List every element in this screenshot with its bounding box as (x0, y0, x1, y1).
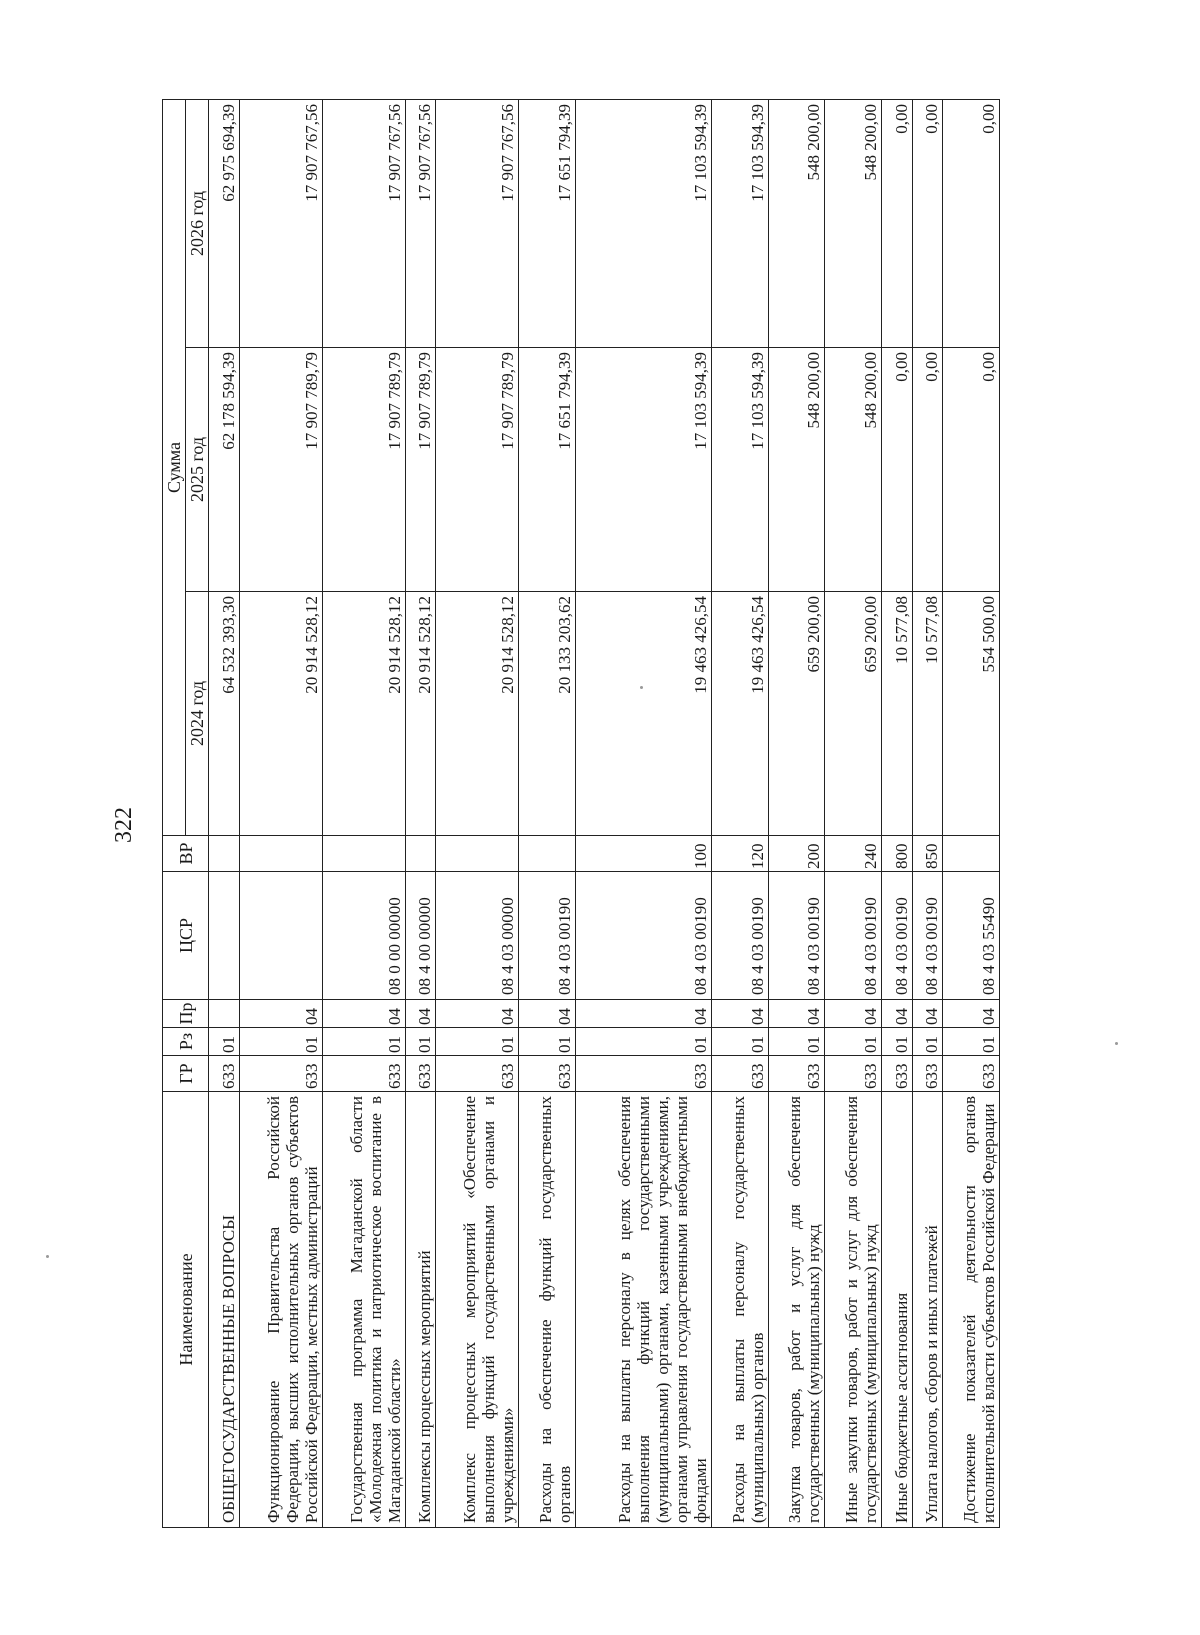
row-pr: 04 (943, 1000, 1000, 1028)
row-gr: 633 (576, 1056, 712, 1092)
row-name: Достижение показателей деятельности органов исполнительной власти субъектов Российской Федерации (943, 1092, 1000, 1528)
row-sum-2026: 17 907 767,56 (239, 99, 322, 347)
row-csr: 08 4 03 00190 (882, 872, 912, 1000)
page-number: 322 (111, 807, 137, 843)
header-name: Наименование (163, 1092, 209, 1528)
row-rz: 01 (768, 1028, 825, 1056)
row-rz: 01 (882, 1028, 912, 1056)
header-sum: Сумма (163, 99, 186, 835)
row-csr (239, 872, 322, 1000)
row-csr: 08 4 03 55490 (943, 872, 1000, 1000)
row-vr: 850 (912, 836, 942, 872)
row-gr: 633 (943, 1056, 1000, 1092)
row-sum-2025: 17 103 594,39 (711, 348, 768, 592)
row-vr (322, 836, 405, 872)
table-row (519, 99, 576, 1527)
row-sum-2025: 17 651 794,39 (519, 348, 576, 592)
row-sum-2024: 64 532 393,30 (209, 592, 239, 836)
row-pr: 04 (882, 1000, 912, 1028)
row-rz: 01 (519, 1028, 576, 1056)
row-sum-2024: 20 914 528,12 (322, 592, 405, 836)
row-gr: 633 (239, 1056, 322, 1092)
row-pr: 04 (239, 1000, 322, 1028)
row-vr (209, 836, 239, 872)
row-csr: 08 4 03 00190 (576, 872, 712, 1000)
row-gr: 633 (519, 1056, 576, 1092)
row-rz: 01 (576, 1028, 712, 1056)
row-csr: 08 4 03 00190 (768, 872, 825, 1000)
row-rz: 01 (239, 1028, 322, 1056)
row-pr: 04 (912, 1000, 942, 1028)
row-pr: 04 (711, 1000, 768, 1028)
row-name: Иные закупки товаров, работ и услуг для обеспечения государственных (муниципальных) нужд (825, 1092, 882, 1528)
row-sum-2024: 10 577,08 (882, 592, 912, 836)
row-name: ОБЩЕГОСУДАРСТВЕННЫЕ ВОПРОСЫ (209, 1092, 239, 1528)
row-name: Комплексы процессных мероприятий (405, 1092, 435, 1528)
row-sum-2025: 17 907 789,79 (405, 348, 435, 592)
header-gr: ГР (163, 1056, 209, 1092)
table-row (405, 99, 435, 1527)
row-rz: 01 (825, 1028, 882, 1056)
row-csr: 08 4 03 00190 (519, 872, 576, 1000)
rotated-table-container (162, 100, 1000, 1528)
row-pr: 04 (825, 1000, 882, 1028)
row-vr (239, 836, 322, 872)
budget-table (162, 99, 1000, 1528)
row-sum-2026: 17 907 767,56 (322, 99, 405, 347)
table-row (239, 99, 322, 1527)
scan-speck (46, 1255, 49, 1258)
row-sum-2024: 20 914 528,12 (436, 592, 519, 836)
row-name: Функционирование Правительства Российской Федерации, высших исполнительных органов субъектов Российской Федерации, местных администраций (239, 1092, 322, 1528)
header-vr: ВР (163, 836, 209, 872)
table-row (322, 99, 405, 1527)
row-name: Расходы на выплаты персоналу государственных (муниципальных) органов (711, 1092, 768, 1528)
row-rz: 01 (322, 1028, 405, 1056)
row-sum-2026: 0,00 (912, 99, 942, 347)
row-gr: 633 (711, 1056, 768, 1092)
row-gr: 633 (912, 1056, 942, 1092)
row-gr: 633 (825, 1056, 882, 1092)
row-vr: 240 (825, 836, 882, 872)
row-sum-2024: 19 463 426,54 (711, 592, 768, 836)
header-year-2026: 2026 год (186, 99, 209, 347)
row-rz: 01 (209, 1028, 239, 1056)
table-row (711, 99, 768, 1527)
table-row (209, 99, 239, 1527)
header-year-2025: 2025 год (186, 348, 209, 592)
row-csr: 08 4 03 00190 (711, 872, 768, 1000)
row-sum-2025: 17 907 789,79 (239, 348, 322, 592)
row-vr (519, 836, 576, 872)
scan-speck (1115, 1042, 1118, 1045)
row-gr: 633 (768, 1056, 825, 1092)
row-sum-2026: 0,00 (882, 99, 912, 347)
row-pr (209, 1000, 239, 1028)
document-table-frame (162, 100, 1000, 1528)
row-pr: 04 (436, 1000, 519, 1028)
row-sum-2026: 17 651 794,39 (519, 99, 576, 347)
row-sum-2026: 548 200,00 (768, 99, 825, 347)
row-sum-2026: 17 103 594,39 (576, 99, 712, 347)
table-row (882, 99, 912, 1527)
row-csr: 08 4 00 00000 (405, 872, 435, 1000)
row-csr: 08 4 03 00190 (912, 872, 942, 1000)
row-sum-2024: 659 200,00 (825, 592, 882, 836)
row-sum-2024: 19 463 426,54 (576, 592, 712, 836)
row-sum-2024: 10 577,08 (912, 592, 942, 836)
table-row (768, 99, 825, 1527)
table-row (825, 99, 882, 1527)
row-sum-2024: 20 133 203,62 (519, 592, 576, 836)
table-row (943, 99, 1000, 1527)
row-sum-2024: 20 914 528,12 (405, 592, 435, 836)
row-csr: 08 4 03 00190 (825, 872, 882, 1000)
row-sum-2026: 17 103 594,39 (711, 99, 768, 347)
row-sum-2024: 20 914 528,12 (239, 592, 322, 836)
row-gr: 633 (209, 1056, 239, 1092)
table-row (912, 99, 942, 1527)
row-sum-2026: 0,00 (943, 99, 1000, 347)
header-year-2024: 2024 год (186, 592, 209, 836)
row-pr: 04 (519, 1000, 576, 1028)
row-name: Закупка товаров, работ и услуг для обеспечения государственных (муниципальных) нужд (768, 1092, 825, 1528)
row-sum-2025: 548 200,00 (825, 348, 882, 592)
row-sum-2025: 548 200,00 (768, 348, 825, 592)
row-sum-2024: 659 200,00 (768, 592, 825, 836)
header-pr: Пр (163, 1000, 209, 1028)
row-rz: 01 (912, 1028, 942, 1056)
row-csr: 08 4 03 00000 (436, 872, 519, 1000)
row-gr: 633 (436, 1056, 519, 1092)
row-sum-2025: 62 178 594,39 (209, 348, 239, 592)
row-sum-2026: 17 907 767,56 (436, 99, 519, 347)
row-name: Расходы на обеспечение функций государственных органов (519, 1092, 576, 1528)
row-vr (943, 836, 1000, 872)
row-name: Уплата налогов, сборов и иных платежей (912, 1092, 942, 1528)
row-name: Государственная программа Магаданской области «Молодежная политика и патриотическое воспитание в Магаданской области» (322, 1092, 405, 1528)
row-rz: 01 (943, 1028, 1000, 1056)
row-name: Комплекс процессных мероприятий «Обеспечение выполнения функций государственными органами и учреждениями» (436, 1092, 519, 1528)
row-sum-2026: 62 975 694,39 (209, 99, 239, 347)
row-pr: 04 (576, 1000, 712, 1028)
row-gr: 633 (322, 1056, 405, 1092)
table-row (576, 99, 712, 1527)
row-sum-2025: 17 907 789,79 (436, 348, 519, 592)
row-vr: 120 (711, 836, 768, 872)
row-name: Расходы на выплаты персоналу в целях обеспечения выполнения функций государственными (муниципальными) органами, казенными учреждениями, органами управления государственными внебюджетными фондами (576, 1092, 712, 1528)
row-vr: 100 (576, 836, 712, 872)
row-pr: 04 (322, 1000, 405, 1028)
row-gr: 633 (405, 1056, 435, 1092)
header-rz: Рз (163, 1028, 209, 1056)
row-sum-2026: 548 200,00 (825, 99, 882, 347)
table-header-row (163, 99, 186, 1527)
row-vr: 800 (882, 836, 912, 872)
row-pr: 04 (405, 1000, 435, 1028)
row-sum-2025: 0,00 (912, 348, 942, 592)
row-rz: 01 (405, 1028, 435, 1056)
row-name: Иные бюджетные ассигнования (882, 1092, 912, 1528)
row-rz: 01 (436, 1028, 519, 1056)
row-vr: 200 (768, 836, 825, 872)
table-row (436, 99, 519, 1527)
row-vr (436, 836, 519, 872)
row-sum-2025: 0,00 (882, 348, 912, 592)
row-vr (405, 836, 435, 872)
row-csr (209, 872, 239, 1000)
row-sum-2026: 17 907 767,56 (405, 99, 435, 347)
row-rz: 01 (711, 1028, 768, 1056)
row-sum-2025: 0,00 (943, 348, 1000, 592)
row-sum-2025: 17 907 789,79 (322, 348, 405, 592)
row-csr: 08 0 00 00000 (322, 872, 405, 1000)
row-pr: 04 (768, 1000, 825, 1028)
row-sum-2025: 17 103 594,39 (576, 348, 712, 592)
row-sum-2024: 554 500,00 (943, 592, 1000, 836)
header-csr: ЦСР (163, 872, 209, 1000)
row-gr: 633 (882, 1056, 912, 1092)
